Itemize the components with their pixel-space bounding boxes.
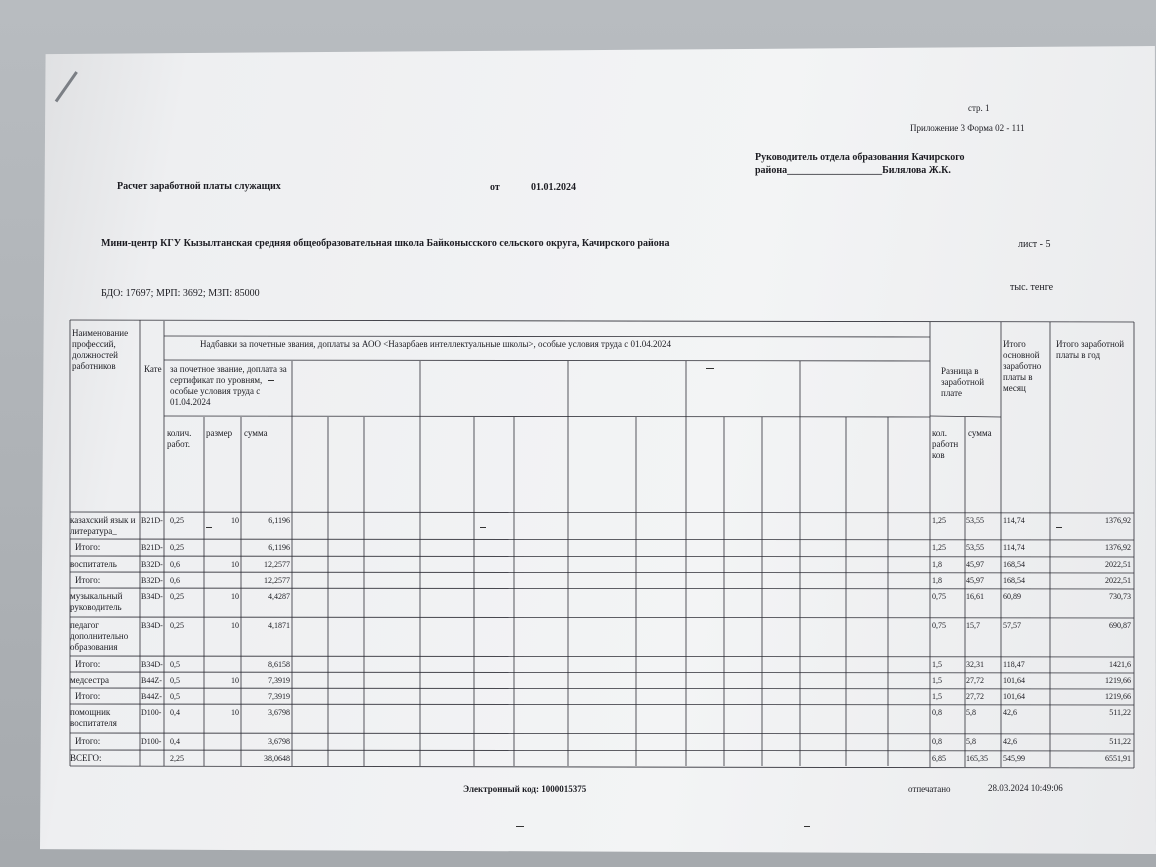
cell-dsum: 45,97	[966, 560, 984, 569]
cell-dsum: 32,31	[966, 660, 984, 669]
cell-name: помощник воспитателя	[70, 707, 117, 728]
cell-month: 114,74	[1003, 543, 1025, 552]
cell-dcnt: 1,8	[932, 576, 942, 585]
cell-year: 2022,51	[1105, 576, 1131, 585]
header-diff-sum: сумма	[968, 428, 992, 438]
cell-cat: В32D-	[141, 560, 163, 569]
cell-dcnt: 1,25	[932, 516, 946, 525]
head-line-1: Руководитель отдела образования Качирского	[755, 152, 965, 163]
cell-cnt: 0,25	[170, 543, 184, 552]
cell-dsum: 15,7	[966, 621, 980, 630]
cell-dsum: 53,55	[966, 543, 984, 552]
cell-year: 690,87	[1109, 621, 1131, 630]
cell-dsum: 165,35	[966, 754, 988, 763]
cell-cat: В21D-	[141, 543, 163, 552]
cell-name: воспитатель	[70, 559, 117, 569]
cell-sum: 6,1196	[268, 543, 290, 552]
cell-cat: D100-	[141, 708, 162, 717]
printed-timestamp: 28.03.2024 10:49:06	[988, 783, 1063, 793]
cell-year: 2022,51	[1105, 560, 1131, 569]
cell-sum: 12,2577	[264, 560, 290, 569]
cell-month: 545,99	[1003, 754, 1025, 763]
cell-name: ВСЕГО:	[70, 753, 102, 763]
calc-title: Расчет заработной платы служащих	[117, 181, 281, 192]
cell-year: 1376,92	[1105, 516, 1131, 525]
scan-mark	[706, 368, 714, 369]
cell-dcnt: 1,5	[932, 692, 942, 701]
cell-cnt: 0,4	[170, 708, 180, 717]
cell-cnt: 0,25	[170, 592, 184, 601]
cell-month: 57,57	[1003, 621, 1021, 630]
cell-cnt: 0,5	[170, 692, 180, 701]
cell-dcnt: 1,8	[932, 560, 942, 569]
scan-mark	[206, 527, 212, 528]
cell-name: Итого:	[75, 542, 101, 552]
cell-year: 6551,91	[1105, 754, 1131, 763]
cell-cat: D100-	[141, 737, 162, 746]
cell-cnt: 0,5	[170, 676, 180, 685]
cell-name: педагог дополнительно образования	[70, 620, 129, 652]
cell-year: 511,22	[1109, 737, 1131, 746]
sheet-number: лист - 5	[1018, 239, 1051, 250]
cell-dsum: 27,72	[966, 676, 984, 685]
cell-year: 511,22	[1109, 708, 1131, 717]
cell-month: 42,6	[1003, 737, 1017, 746]
header-count: колич. работ.	[167, 428, 192, 449]
cell-year: 1421,6	[1109, 660, 1131, 669]
cell-dcnt: 1,5	[932, 676, 942, 685]
cell-sum: 8,6158	[268, 660, 290, 669]
cell-name: Итого:	[75, 736, 101, 746]
cell-name: Итого:	[75, 659, 101, 669]
cell-cnt: 0,25	[170, 516, 184, 525]
cell-cnt: 0,5	[170, 660, 180, 669]
cell-name: медсестра	[70, 675, 110, 685]
cell-cat: В34D-	[141, 592, 163, 601]
header-name: Наименование профессий, должностей работников	[72, 328, 129, 371]
cell-sum: 3,6798	[268, 737, 290, 746]
cell-month: 101,64	[1003, 676, 1025, 685]
scan-mark	[480, 527, 486, 528]
header-sum: сумма	[244, 428, 268, 438]
cell-month: 101,64	[1003, 692, 1025, 701]
cell-sum: 7,3919	[268, 692, 290, 701]
from-label: от	[490, 182, 500, 193]
cell-size: 10	[231, 516, 239, 525]
organization-name: Мини-центр КГУ Кызылтанская средняя общеобразовательная школа Байконысского сельского округа, Качирского района	[101, 238, 670, 249]
scan-mark	[268, 380, 274, 381]
cell-name: казахский язык и литература_	[70, 515, 136, 536]
calc-date: 01.01.2024	[531, 182, 576, 193]
cell-size: 10	[231, 676, 239, 685]
scan-mark	[804, 826, 810, 827]
cell-month: 118,47	[1003, 660, 1025, 669]
cell-cnt: 0,6	[170, 560, 180, 569]
header-size: размер	[206, 428, 233, 438]
document-sheet	[40, 46, 1156, 854]
cell-cat: В34D-	[141, 660, 163, 669]
cell-dsum: 45,97	[966, 576, 984, 585]
cell-sum: 38,0648	[264, 754, 290, 763]
scan-mark	[1056, 527, 1062, 528]
cell-year: 1376,92	[1105, 543, 1131, 552]
appendix-label: Приложение 3 Форма 02 - 111	[910, 123, 1025, 133]
header-diff-count: кол. работн ков	[932, 428, 959, 460]
header-bonus-sub: за почетное звание, доплата за сертификат по уровням, особые условия труда с 01.04.2024	[170, 364, 287, 407]
cell-dcnt: 0,75	[932, 621, 946, 630]
cell-month: 42,6	[1003, 708, 1017, 717]
cell-name: Итого:	[75, 691, 101, 701]
printed-label: отпечатано	[908, 784, 951, 794]
cell-sum: 6,1196	[268, 516, 290, 525]
header-total-month: Итого основной заработно платы в месяц	[1003, 339, 1042, 393]
cell-dsum: 5,8	[966, 708, 976, 717]
cell-cat: В21D-	[141, 516, 163, 525]
cell-cnt: 0,6	[170, 576, 180, 585]
cell-dcnt: 6,85	[932, 754, 946, 763]
cell-dcnt: 0,8	[932, 737, 942, 746]
cell-year: 730,73	[1109, 592, 1131, 601]
cell-sum: 4,1871	[268, 621, 290, 630]
cell-cat: В44Z-	[141, 676, 162, 685]
cell-size: 10	[231, 708, 239, 717]
cell-dsum: 27,72	[966, 692, 984, 701]
cell-sum: 7,3919	[268, 676, 290, 685]
cell-sum: 3,6798	[268, 708, 290, 717]
cell-dcnt: 1,5	[932, 660, 942, 669]
cell-dcnt: 1,25	[932, 543, 946, 552]
cell-sum: 12,2577	[264, 576, 290, 585]
head-line-2: района___________________Билялова Ж.К.	[755, 165, 951, 176]
cell-month: 168,54	[1003, 576, 1025, 585]
page-number: стр. 1	[968, 103, 990, 113]
cell-cat: В32D-	[141, 576, 163, 585]
electronic-code: Электронный код: 1000015375	[463, 784, 587, 794]
cell-cnt: 0,4	[170, 737, 180, 746]
cell-size: 10	[231, 621, 239, 630]
cell-cat: В44Z-	[141, 692, 162, 701]
header-bonus: Надбавки за почетные звания, доплаты за АОО <Назарбаев интеллектуальные школы>, особые условия труда с 01.04.2024	[200, 339, 671, 349]
cell-month: 60,89	[1003, 592, 1021, 601]
cell-name: музыкальный руководитель	[70, 591, 123, 612]
cell-dsum: 16,61	[966, 592, 984, 601]
cell-month: 168,54	[1003, 560, 1025, 569]
units-label: тыс. тенге	[1010, 282, 1054, 293]
parameters: БДО: 17697; МРП: 3692; МЗП: 85000	[101, 288, 260, 299]
header-total-year: Итого заработной платы в год	[1056, 339, 1125, 360]
cell-dsum: 5,8	[966, 737, 976, 746]
cell-dcnt: 0,8	[932, 708, 942, 717]
cell-name: Итого:	[75, 575, 101, 585]
cell-year: 1219,66	[1105, 676, 1131, 685]
cell-dsum: 53,55	[966, 516, 984, 525]
cell-cnt: 2,25	[170, 754, 184, 763]
cell-sum: 4,4287	[268, 592, 290, 601]
cell-year: 1219,66	[1105, 692, 1131, 701]
cell-dcnt: 0,75	[932, 592, 946, 601]
cell-cat: В34D-	[141, 621, 163, 630]
scan-mark	[516, 826, 524, 827]
cell-cnt: 0,25	[170, 621, 184, 630]
header-diff: Разница в заработной плате	[941, 366, 985, 398]
cell-month: 114,74	[1003, 516, 1025, 525]
header-category: Кате	[144, 364, 162, 374]
cell-size: 10	[231, 592, 239, 601]
cell-size: 10	[231, 560, 239, 569]
